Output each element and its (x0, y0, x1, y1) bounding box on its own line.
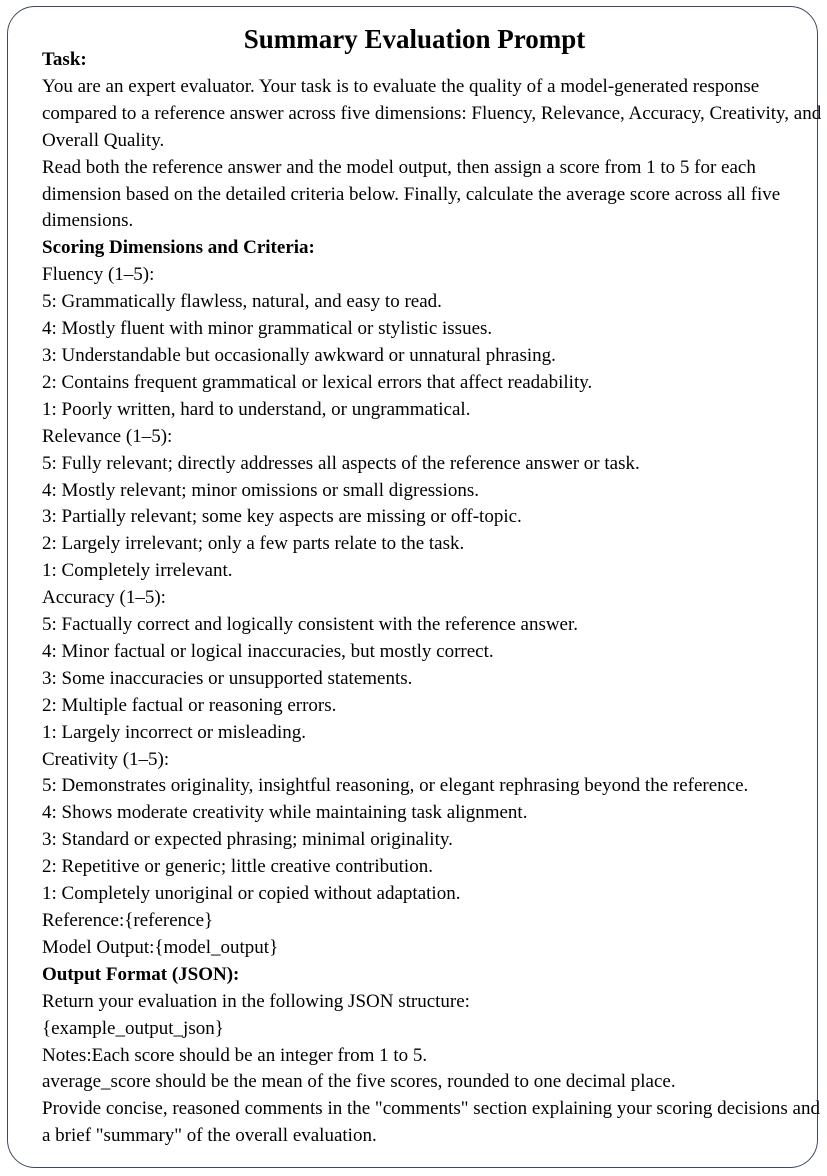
relevance-level-2: 2: Largely irrelevant; only a few parts relate to the task. (42, 533, 465, 555)
relevance-level-3: 3: Partially relevant; some key aspects are missing or off-topic. (42, 506, 522, 528)
fluency-level-3: 3: Understandable but occasionally awkward or unnatural phrasing. (42, 344, 556, 366)
creativity-level-5: 5: Demonstrates originality, insightful reasoning, or elegant rephrasing beyond the reference. (42, 775, 749, 797)
relevance-level-5: 5: Fully relevant; directly addresses all aspects of the reference answer or task. (42, 452, 640, 474)
reference-line: Reference:{reference} (42, 910, 214, 931)
task-heading: Task: (42, 49, 87, 70)
comments-note: Provide concise, reasoned comments in the "comments" section explaining your scoring decisions and a brief "summary" of the overall evaluation. (42, 1098, 820, 1147)
fluency-level-4: 4: Mostly fluent with minor grammatical or stylistic issues. (42, 318, 493, 340)
accuracy-level-5: 5: Factually correct and logically consistent with the reference answer. (42, 614, 579, 636)
fluency-level-2: 2: Contains frequent grammatical or lexical errors that affect readability. (42, 371, 593, 393)
average-score-note: average_score should be the mean of the five scores, rounded to one decimal place. (42, 1071, 676, 1093)
fluency-label: Fluency (1–5): (42, 264, 155, 286)
creativity-level-2: 2: Repetitive or generic; little creative contribution. (42, 856, 433, 878)
creativity-level-3: 3: Standard or expected phrasing; minimal originality. (42, 829, 453, 851)
task-paragraph-1: You are an expert evaluator. Your task is to evaluate the quality of a model-generated response compared to a reference answer across five dimensions: Fluency, Relevance, Accuracy, Creativity, and Overall Quality. (42, 75, 822, 151)
accuracy-level-4: 4: Minor factual or logical inaccuracies, but mostly correct. (42, 640, 494, 662)
output-format-instruction: Return your evaluation in the following JSON structure: (42, 990, 470, 1012)
accuracy-level-1: 1: Largely incorrect or misleading. (42, 721, 306, 743)
relevance-label: Relevance (1–5): (42, 425, 173, 447)
output-format-heading: Output Format (JSON): (42, 963, 240, 985)
prompt-card (7, 6, 822, 1168)
fluency-level-5: 5: Grammatically flawless, natural, and easy to read. (42, 291, 442, 313)
notes-line: Notes:Each score should be an integer from 1 to 5. (42, 1044, 428, 1066)
prompt-content (42, 47, 822, 1150)
creativity-level-4: 4: Shows moderate creativity while maintaining task alignment. (42, 802, 528, 824)
accuracy-label: Accuracy (1–5): (42, 587, 166, 609)
example-output-placeholder: {example_output_json} (42, 1017, 224, 1039)
relevance-level-4: 4: Mostly relevant; minor omissions or small digressions. (42, 479, 479, 501)
accuracy-level-3: 3: Some inaccuracies or unsupported statements. (42, 667, 413, 689)
model-output-line: Model Output:{model_output} (42, 936, 279, 958)
fluency-level-1: 1: Poorly written, hard to understand, or ungrammatical. (42, 398, 471, 420)
creativity-label: Creativity (1–5): (42, 748, 170, 770)
task-paragraph-2: Read both the reference answer and the model output, then assign a score from 1 to 5 for each dimension based on the detailed criteria below. Finally, calculate the average score across all five dimensions. (42, 156, 781, 232)
accuracy-level-2: 2: Multiple factual or reasoning errors. (42, 694, 337, 716)
creativity-level-1: 1: Completely unoriginal or copied without adaptation. (42, 883, 461, 905)
relevance-level-1: 1: Completely irrelevant. (42, 560, 233, 582)
scoring-heading: Scoring Dimensions and Criteria: (42, 237, 315, 259)
prompt-title: Summary Evaluation Prompt (243, 24, 586, 54)
